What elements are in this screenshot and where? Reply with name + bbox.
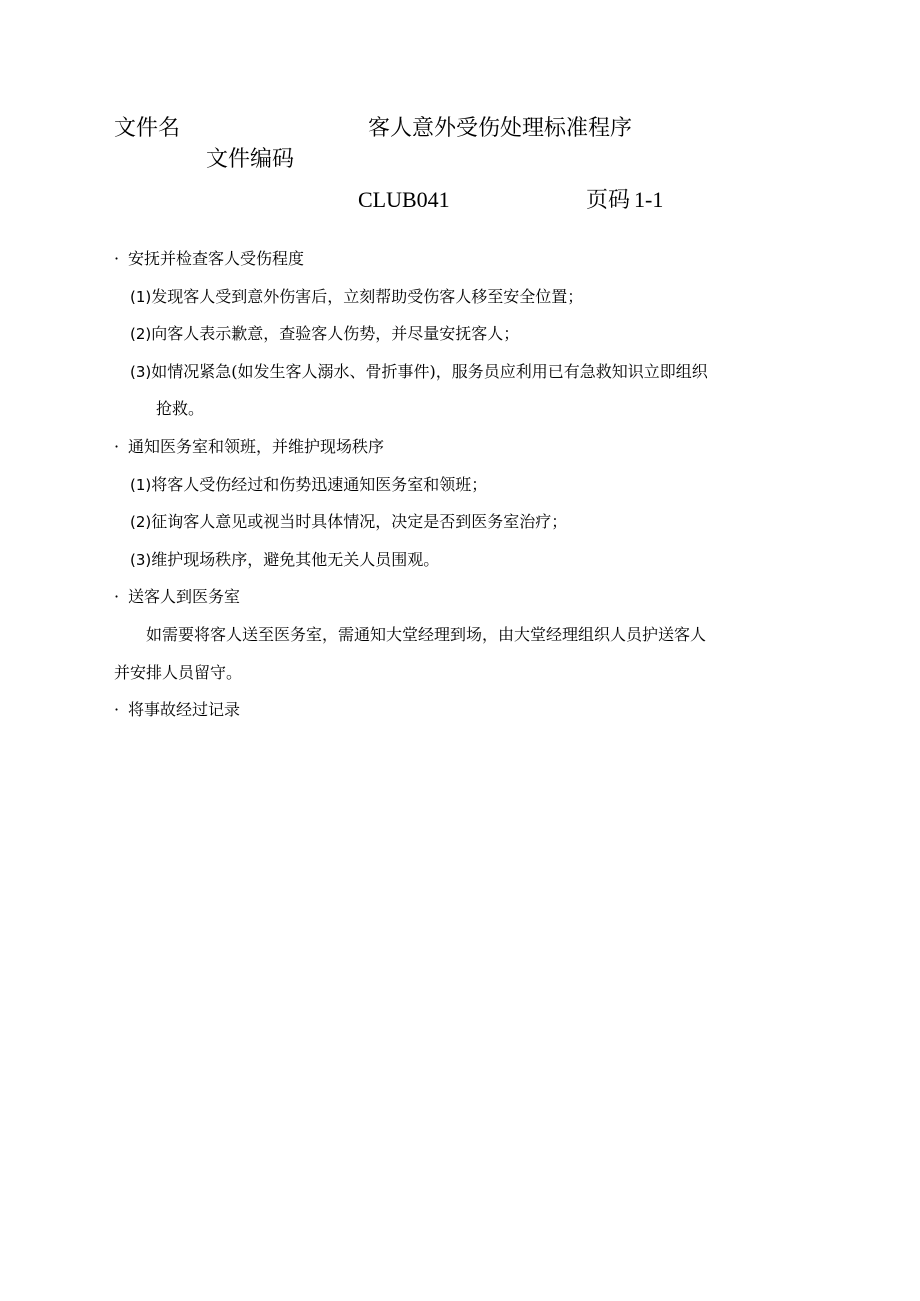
item-number: (2) — [130, 325, 152, 344]
section-heading-text: 将事故经过记录 — [128, 700, 241, 720]
list-item-continuation: 抢救。 — [156, 399, 205, 419]
item-number: (3) — [130, 550, 152, 569]
bullet-marker: · — [114, 700, 120, 720]
page-indicator — [586, 187, 663, 214]
bullet-marker: · — [114, 587, 120, 607]
list-item — [114, 466, 814, 504]
file-code: CLUB041 — [358, 187, 450, 212]
section-heading — [114, 240, 814, 278]
section-heading — [114, 428, 814, 466]
item-text: 征询客人意见或视当时具体情况，决定是否到医务室治疗； — [151, 512, 568, 532]
item-text: 如情况紧急(如发生客人溺水、骨折事件)，服务员应利用已有急救知识立即组织 — [151, 361, 708, 381]
item-number: (2) — [130, 513, 152, 532]
section-heading-text: 安抚并检查客人受伤程度 — [128, 249, 305, 268]
page-number: 1-1 — [634, 187, 664, 212]
list-item — [114, 353, 814, 391]
paragraph-line: 并安排人员留守。 — [114, 662, 243, 682]
item-text: 向客人表示歉意，查验客人伤势，并尽量安抚客人； — [151, 324, 520, 344]
section-heading — [114, 691, 814, 729]
item-number: (1) — [130, 287, 152, 306]
section-heading-text: 通知医务室和领班，并维护现场秩序 — [128, 436, 385, 456]
section-heading-text: 送客人到医务室 — [128, 587, 241, 607]
item-text: 发现客人受到意外伤害后，立刻帮助受伤客人移至安全位置； — [151, 286, 584, 306]
item-text: 维护现场秩序，避免其他无关人员围观。 — [151, 549, 440, 569]
item-text: 将客人受伤经过和伤势迅速通知医务室和领班； — [151, 474, 488, 494]
bullet-marker: · — [114, 436, 120, 456]
item-number: (3) — [130, 362, 152, 381]
file-code-label: 文件编码 — [206, 147, 295, 172]
bullet-marker: · — [114, 249, 120, 268]
page-label: 页码 — [586, 188, 631, 213]
list-item — [114, 278, 814, 316]
section-heading — [114, 578, 814, 616]
paragraph-line: 如需要将客人送至医务室，需通知大堂经理到场，由大堂经理组织人员护送客人 — [146, 624, 707, 644]
file-name-label: 文件名 — [114, 116, 181, 141]
list-item — [114, 315, 814, 353]
file-title: 客人意外受伤处理标准程序 — [368, 116, 633, 141]
list-item — [114, 503, 814, 541]
procedure-body — [114, 240, 814, 729]
item-number: (1) — [130, 475, 152, 494]
list-item — [114, 541, 814, 579]
